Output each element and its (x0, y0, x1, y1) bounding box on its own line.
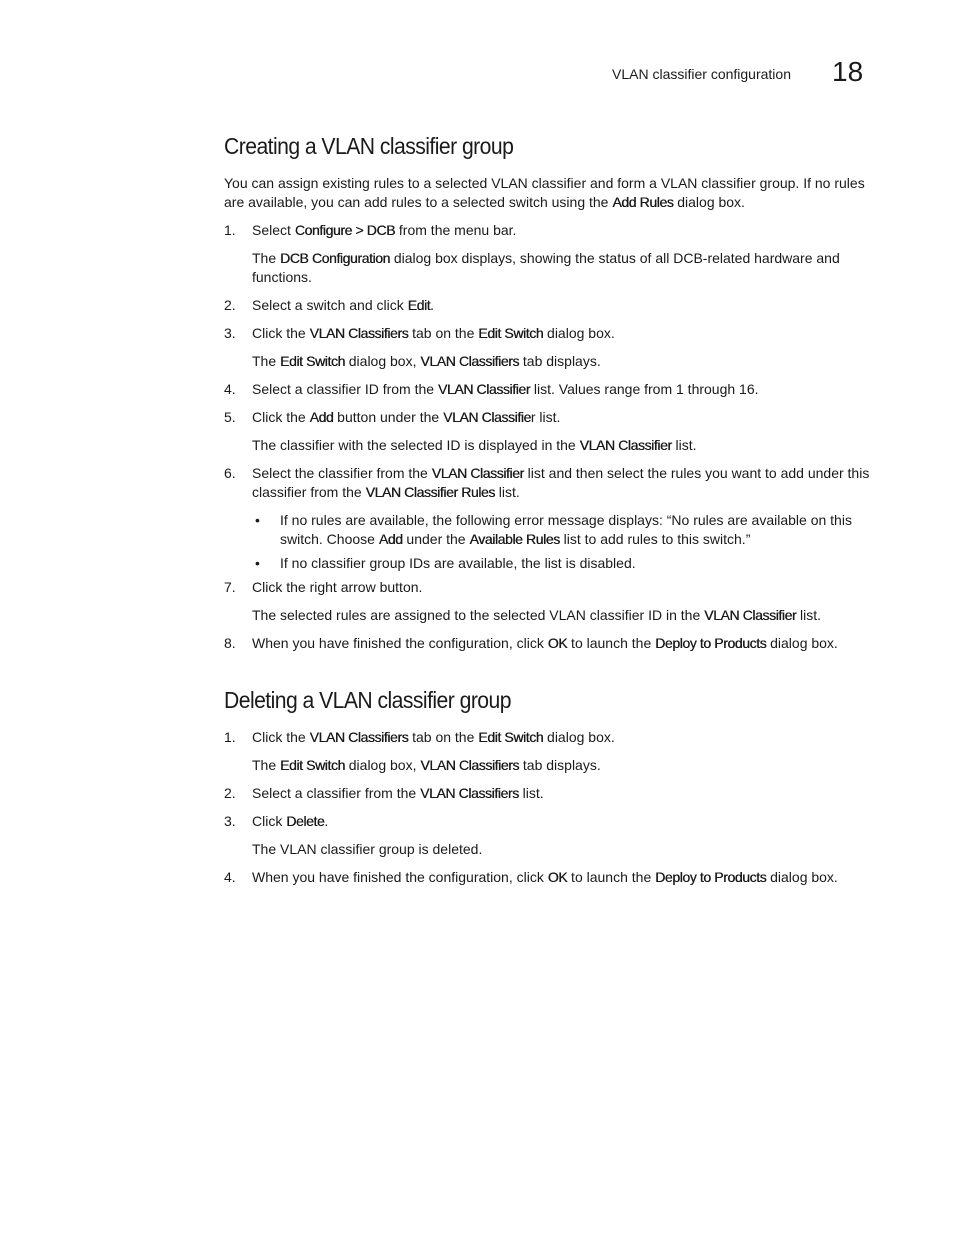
text-run: Select a switch and click (252, 297, 408, 313)
item-text (252, 437, 697, 453)
ui-term: Delete (286, 813, 325, 829)
text-run: list. (518, 785, 544, 801)
text-run: Click the (252, 729, 310, 745)
item-text (252, 353, 601, 369)
bullet-item (224, 511, 874, 549)
step-number: 6. (224, 465, 236, 481)
section-intro (224, 174, 874, 212)
step-number: 4. (224, 381, 236, 397)
ui-term: Edit Switch (280, 757, 345, 773)
step-note (224, 352, 874, 371)
text-run: Select a classifier from the (252, 785, 421, 801)
step-item (224, 221, 874, 240)
text-run: Select the classifier from the (252, 465, 432, 481)
ui-term: Add (378, 531, 403, 547)
text-run: button under the (333, 409, 444, 425)
item-text (252, 381, 759, 397)
text-run: Click the (252, 409, 310, 425)
item-text (252, 465, 869, 500)
text-run: If no rules are available, the following error message displays: “No rules are available on this switch. Choose (280, 512, 852, 547)
step-number: 8. (224, 635, 236, 651)
text-run: The (252, 757, 281, 773)
text-run: to launch the (567, 869, 656, 885)
text-run: You can assign existing rules to a selected VLAN classifier and form a VLAN classifier group. If no rules are available, you can add rules to a selected switch using the (224, 175, 865, 210)
ui-term: Add (309, 409, 334, 425)
ui-term: VLAN Classifiers (420, 785, 519, 801)
step-item (224, 578, 874, 597)
ui-term: VLAN Classifier (704, 607, 797, 623)
bullet-icon: • (255, 555, 260, 571)
step-note (224, 840, 874, 859)
text-run: dialog box. (673, 194, 745, 210)
step-number: 5. (224, 409, 236, 425)
text-run: under the (402, 531, 470, 547)
ui-term: Edit (407, 297, 431, 313)
text-run: When you have finished the configuration, click (252, 869, 548, 885)
ui-term: VLAN Classifiers (420, 353, 520, 369)
ui-term: VLAN Classifier (437, 381, 530, 397)
text-run: dialog box, (344, 353, 421, 369)
ui-term: Configure > DCB (294, 222, 396, 238)
ui-term: Edit Switch (280, 353, 345, 369)
ui-term: VLAN Classifie (443, 409, 531, 425)
text-run: list. (494, 484, 520, 500)
ui-term: VLAN Classifiers (309, 325, 409, 341)
step-note (224, 249, 874, 287)
step-number: 1. (224, 222, 236, 238)
steps-list-creating (224, 221, 874, 653)
item-text (252, 409, 560, 425)
step-number: 7. (224, 579, 236, 595)
ui-term: VLAN Classifiers (309, 729, 409, 745)
text-run: list. Values range from 1 through 16. (529, 381, 759, 397)
step-item (224, 812, 874, 831)
step-note (224, 436, 874, 455)
bullet-icon: • (255, 512, 260, 528)
ui-term: Edit Switch (478, 325, 544, 341)
step-note (224, 756, 874, 775)
text-run: dialog box displays, showing the status of all DCB-related hardware and functions. (252, 250, 840, 285)
step-item (224, 296, 874, 315)
text-run: Select a classifier ID from the (252, 381, 438, 397)
running-header-title: VLAN classifier configuration (612, 66, 791, 82)
item-text (252, 757, 601, 773)
text-run: If no classifier group IDs are available, the list is disabled. (280, 555, 636, 571)
item-text (252, 635, 838, 651)
step-item (224, 728, 874, 747)
text-run: list. (796, 607, 822, 623)
chapter-number: 18 (832, 56, 864, 87)
text-run: dialog box. (766, 635, 838, 651)
step-item (224, 464, 874, 502)
item-text (252, 297, 434, 313)
text-run: Select (252, 222, 295, 238)
steps-list-deleting (224, 728, 874, 887)
ui-term: VLAN Classifier Rules (365, 484, 495, 500)
ui-term: OK (547, 869, 568, 885)
ui-term: VLAN Classifier (579, 437, 672, 453)
item-text (252, 785, 544, 801)
ui-term: DCB Configuration (280, 250, 390, 266)
text-run: Click the right arrow button. (252, 579, 423, 595)
text-run: list and then select the rules you want to add under this classifier from the (252, 465, 870, 500)
text-run: . (324, 813, 329, 829)
step-number: 3. (224, 813, 236, 829)
item-text (252, 841, 482, 857)
text-run: r list. (530, 409, 561, 425)
text-run: The selected rules are assigned to the selected VLAN classifier ID in the (252, 607, 705, 623)
text-run: Click the (252, 325, 310, 341)
item-text (252, 325, 615, 341)
ui-term: VLAN Classifier (431, 465, 524, 481)
text-run: The (252, 250, 281, 266)
step-number: 1. (224, 729, 236, 745)
item-text (252, 869, 838, 885)
text-run: dialog box. (766, 869, 838, 885)
section-heading-creating: Creating a VLAN classifier group (224, 133, 514, 159)
bullet-item (224, 554, 874, 573)
step-item (224, 324, 874, 343)
text-run: . (430, 297, 435, 313)
text-run: Click (252, 813, 287, 829)
step-number: 4. (224, 869, 236, 885)
step-note (224, 606, 874, 625)
ui-term: VLAN Classifiers (420, 757, 520, 773)
document-body (224, 128, 874, 896)
step-item (224, 408, 874, 427)
ui-term: Available Rules (469, 531, 560, 547)
item-text (252, 579, 422, 595)
step-item (224, 380, 874, 399)
item-text (252, 729, 615, 745)
section-heading-deleting: Deleting a VLAN classifier group (224, 687, 511, 713)
ui-term: Deploy to Products (655, 869, 767, 885)
text-run: The VLAN classifier group is deleted. (252, 841, 483, 857)
ui-term: Add Rules (612, 194, 674, 210)
item-text (252, 250, 840, 285)
item-text (280, 555, 636, 571)
step-number: 2. (224, 785, 236, 801)
text-run: list. (671, 437, 697, 453)
text-run: to launch the (567, 635, 656, 651)
text-run: The (252, 353, 281, 369)
step-item (224, 868, 874, 887)
text-run: tab on the (408, 729, 479, 745)
step-item (224, 634, 874, 653)
page-header (0, 56, 954, 90)
ui-term: Edit Switch (478, 729, 544, 745)
step-number: 3. (224, 325, 236, 341)
ui-term: OK (547, 635, 568, 651)
item-text (280, 512, 852, 547)
section-creating (224, 128, 874, 653)
text-run: dialog box. (543, 325, 615, 341)
item-text (252, 607, 821, 623)
text-run: tab displays. (519, 353, 601, 369)
text-run: from the menu bar. (395, 222, 517, 238)
text-run: tab on the (408, 325, 479, 341)
text-run: dialog box. (543, 729, 615, 745)
text-run: tab displays. (519, 757, 601, 773)
item-text (252, 813, 328, 829)
ui-term: Deploy to Products (655, 635, 767, 651)
step-number: 2. (224, 297, 236, 313)
text-run: dialog box, (344, 757, 421, 773)
step-item (224, 784, 874, 803)
item-text (252, 222, 516, 238)
text-run: The classifier with the selected ID is displayed in the (252, 437, 580, 453)
text-run: list to add rules to this switch.” (559, 531, 751, 547)
text-run: When you have finished the configuration, click (252, 635, 548, 651)
section-deleting (224, 682, 874, 887)
